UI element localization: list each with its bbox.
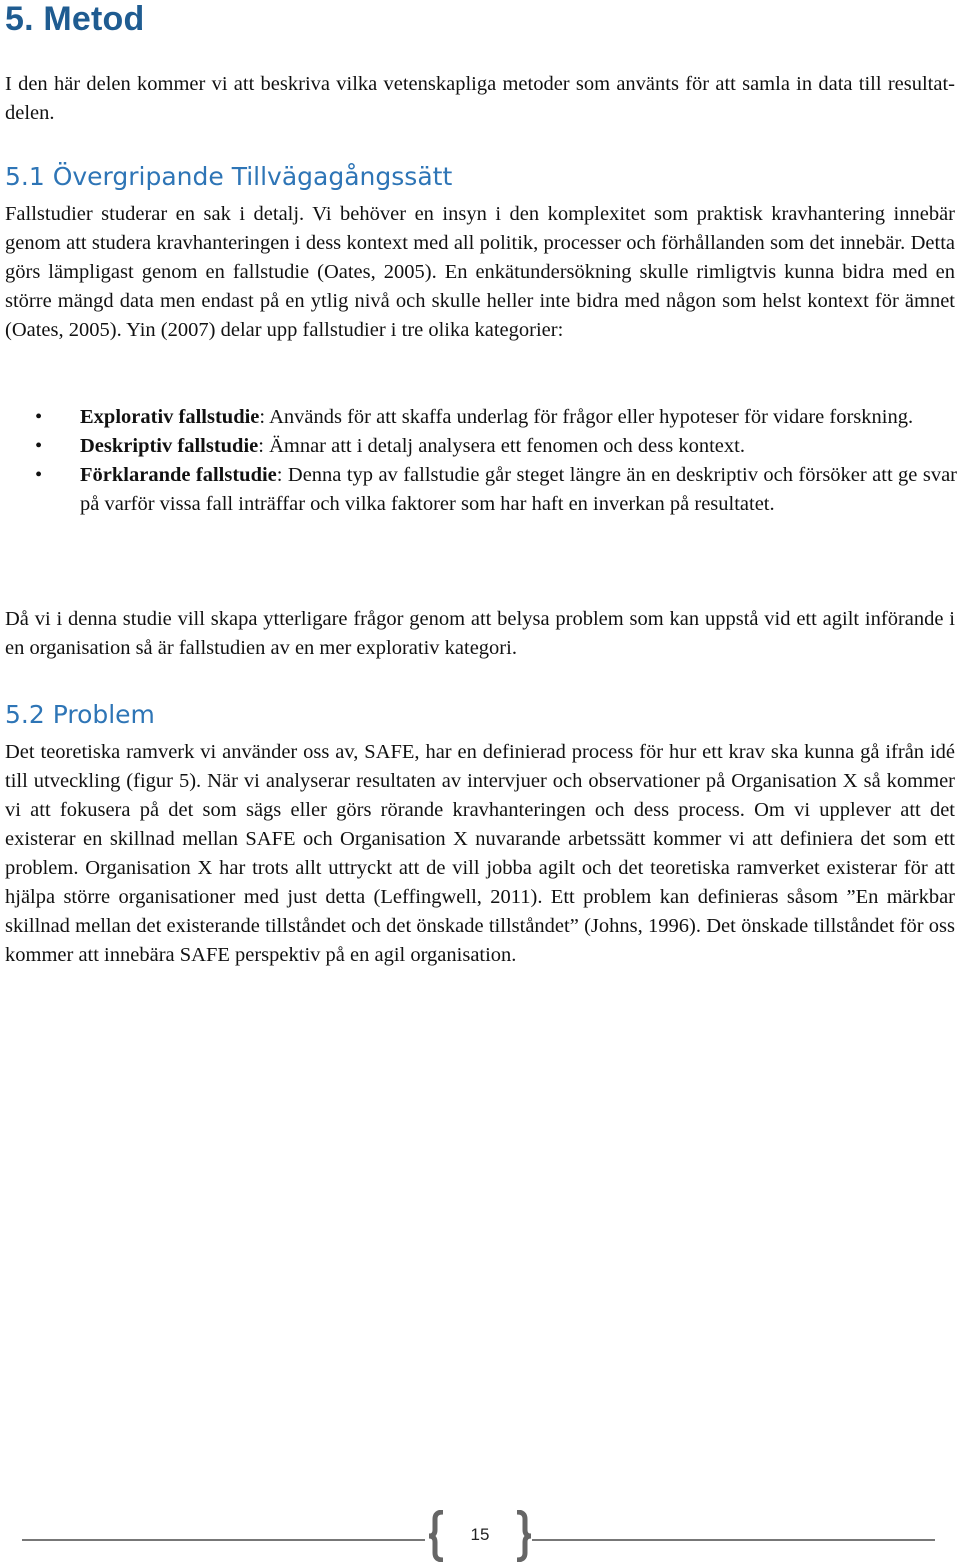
list-item-term: Explorativ fallstudie <box>80 406 260 428</box>
section-heading-5-2: 5.2 Problem <box>5 700 155 729</box>
section-5-1-paragraph: Fallstudier studerar en sak i detalj. Vi behöver en insyn i den komplexitet som praktisk kravhantering innebär genom att studera kravhanteringen i dess kontext med all politik, processer och förhållanden som det innebär. Detta görs lämpligast genom en fallstudie (Oates, 2005). En enkätundersökning skulle rimligtvis kunna bidra med en större mängd data men endast på en ytlig nivå och skulle heller inte bidra med någon som helst kontext för ämnet (Oates, 2005). Yin (2007) delar upp fallstudier i tre olika kategorier: <box>5 203 955 341</box>
page-title: 5. Metod <box>5 0 145 38</box>
intro-paragraph: I den här delen kommer vi att beskriva vilka vetenskapliga metoder som använts för att samla in data till resultat-delen. <box>5 73 955 124</box>
list-item <box>5 403 957 432</box>
bullet-icon: • <box>35 406 43 428</box>
page-number: 15 <box>470 1525 490 1544</box>
section-5-1-conclusion: Då vi i denna studie vill skapa ytterligare frågor genom att belysa problem som kan uppstå vid ett agilt införande i en organisation så är fallstudien av en mer explorativ kategori. <box>5 608 955 659</box>
page-footer <box>0 1505 960 1565</box>
list-item <box>5 432 957 461</box>
list-item-term: Förklarande fallstudie <box>80 464 277 486</box>
section-5-2-paragraph: Det teoretiska ramverk vi använder oss av, SAFE, har en definierad process för hur ett krav ska kunna gå ifrån idé till utveckling (figur 5). När vi analyserar resultaten av intervjuer och observationer på Organisation X så kommer vi att fokusera på det som sägs eller görs rörande kravhanteringen och dess process. Om vi upplever att det existerar en skillnad mellan SAFE och Organisation X nuvarande arbetssätt kommer vi att definiera det som ett problem. Organisation X har trots allt uttryckt att de vill jobba agilt och det teoretiska ramverket existerar för att hjälpa större organisationer med just detta (Leffingwell, 2011). Ett problem kan definieras såsom ”En märkbar skillnad mellan det existerande tillståndet och det önskade tillståndet” (Johns, 1996). Det önskade tillståndet för oss kommer att innebära SAFE perspektiv på en agil organisation. <box>5 741 955 966</box>
list-item <box>5 461 957 519</box>
bullet-icon: • <box>35 435 43 457</box>
list-item-text: : Används för att skaffa underlag för frågor eller hypoteser för vidare forskning. <box>259 406 914 428</box>
case-study-list <box>5 403 957 519</box>
bullet-icon: • <box>35 464 43 486</box>
section-heading-5-1: 5.1 Övergripande Tillvägagångssätt <box>5 162 453 191</box>
footer-rule-right <box>532 1539 935 1541</box>
footer-rule-left <box>22 1539 425 1541</box>
list-item-text: : Ämnar att i detalj analysera ett fenomen och dess kontext. <box>258 435 745 457</box>
list-item-term: Deskriptiv fallstudie <box>80 435 259 457</box>
list-item-text: : Denna typ av fallstudie går steget längre än en deskriptiv och försöker att ge svar på varför vissa fall inträffar och vilka faktorer som har haft en inverkan på resultatet. <box>80 464 957 515</box>
